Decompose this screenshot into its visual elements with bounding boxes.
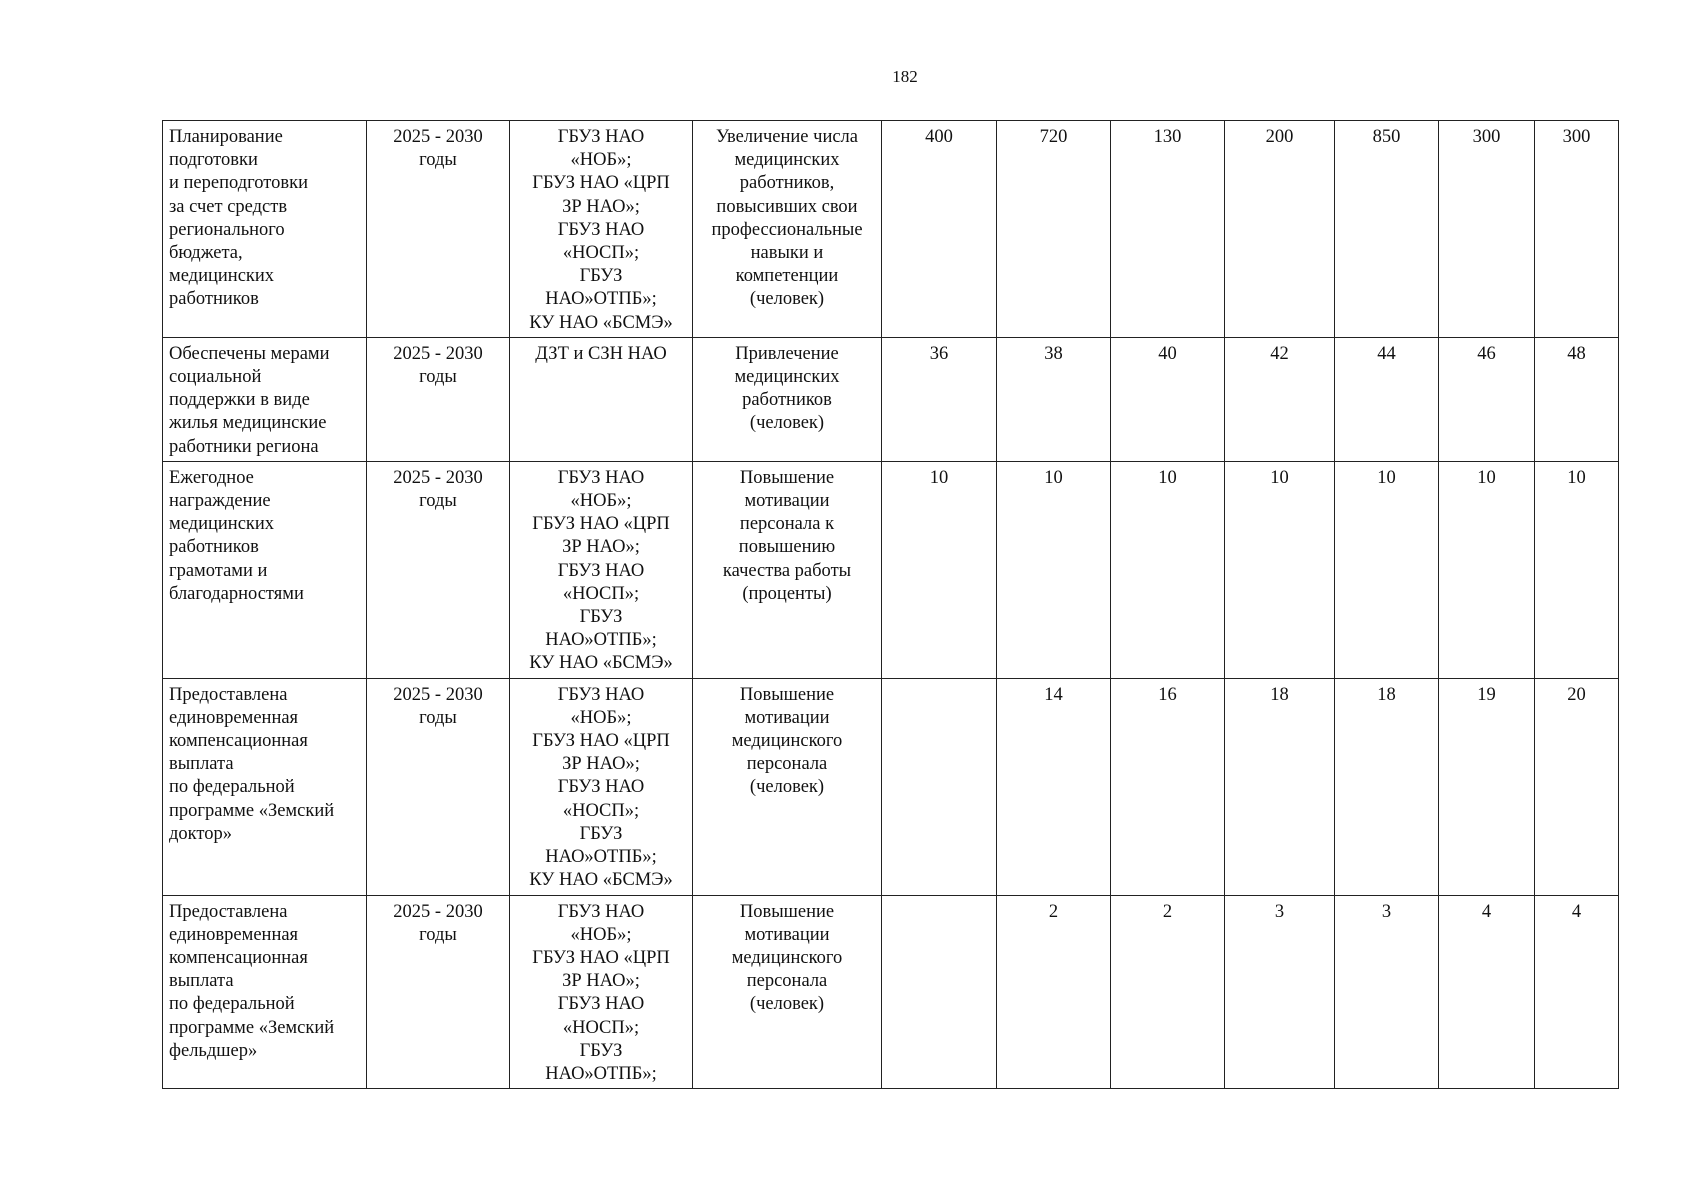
event-cell-line: работники региона	[169, 436, 319, 457]
result-cell-line: (человек)	[749, 994, 825, 1015]
value-2024-cell: 10	[882, 461, 997, 678]
period-cell-line: годы	[419, 707, 457, 728]
result-cell	[693, 895, 882, 1089]
result-cell-line: работников	[742, 390, 832, 411]
result-cell	[693, 337, 882, 461]
value-2029-cell: 4	[1439, 895, 1535, 1089]
event-cell-line: медицинских	[169, 514, 275, 535]
event-cell-line: грамотами и	[169, 560, 268, 581]
result-cell-line: (проценты)	[742, 583, 832, 604]
executor-cell-line: «НОСП»;	[562, 1017, 640, 1038]
event-cell-line: за счет средств	[169, 196, 288, 217]
event-cell-line: компенсационная	[169, 731, 308, 752]
event-cell-line: Ежегодное	[169, 467, 254, 488]
period-cell	[367, 895, 510, 1089]
executor-cell-line: НАО»ОТПБ»;	[545, 289, 657, 310]
result-cell	[693, 461, 882, 678]
period-cell	[367, 678, 510, 895]
page-number: 182	[892, 67, 918, 86]
result-cell-line: повышению	[738, 537, 836, 558]
value-2030-cell: 20	[1535, 678, 1619, 895]
event-cell-line: выплата	[169, 971, 234, 992]
event-cell-line: единовременная	[169, 707, 299, 728]
event-cell-line: выплата	[169, 754, 234, 775]
value-2024-cell: 36	[882, 337, 997, 461]
executor-cell-line: ГБУЗ НАО «ЦРП	[532, 731, 670, 752]
executor-cell	[510, 461, 693, 678]
period-cell-line: 2025 - 2030	[393, 467, 483, 488]
executor-cell-line: ГБУЗ	[579, 607, 623, 628]
result-cell-line: (человек)	[749, 413, 825, 434]
value-2025-cell: 2	[997, 895, 1111, 1089]
result-cell-line: мотивации	[744, 491, 830, 512]
event-cell-line: награждение	[169, 491, 271, 512]
event-cell-line: доктор»	[169, 823, 232, 844]
event-cell-line: фельдшер»	[169, 1040, 258, 1061]
result-cell-line: медицинских	[734, 367, 840, 388]
event-cell-line: Предоставлена	[169, 684, 288, 705]
executor-cell-line: КУ НАО «БСМЭ»	[529, 870, 673, 891]
value-2027-cell: 10	[1225, 461, 1335, 678]
result-cell-line: медицинского	[731, 948, 843, 969]
event-cell-line: подготовки	[169, 150, 258, 171]
event-cell-line: Обеспечены мерами	[169, 343, 330, 364]
event-cell-line: медицинских	[169, 266, 275, 287]
value-2025-cell: 10	[997, 461, 1111, 678]
result-cell-line: Повышение	[739, 901, 835, 922]
event-cell-line: поддержки в виде	[169, 390, 310, 411]
period-cell-line: 2025 - 2030	[393, 343, 483, 364]
period-cell	[367, 461, 510, 678]
executor-cell-line: ГБУЗ	[579, 266, 623, 287]
value-2030-cell: 10	[1535, 461, 1619, 678]
event-cell	[163, 337, 367, 461]
table-row	[163, 895, 1619, 1089]
result-cell-line: Привлечение	[735, 343, 839, 364]
result-cell-line: персонала к	[739, 514, 835, 535]
event-cell-line: социальной	[169, 367, 262, 388]
value-2024-cell	[882, 678, 997, 895]
value-2028-cell: 850	[1335, 121, 1439, 338]
table-row	[163, 678, 1619, 895]
table-row	[163, 461, 1619, 678]
table-row	[163, 337, 1619, 461]
result-cell-line: работников,	[739, 173, 835, 194]
value-2026-cell: 10	[1111, 461, 1225, 678]
value-2029-cell: 300	[1439, 121, 1535, 338]
result-cell-line: Повышение	[739, 467, 835, 488]
value-2026-cell: 16	[1111, 678, 1225, 895]
value-2027-cell: 42	[1225, 337, 1335, 461]
executor-cell-line: ДЗТ и СЗН НАО	[535, 343, 667, 364]
value-2028-cell: 18	[1335, 678, 1439, 895]
executor-cell	[510, 121, 693, 338]
event-cell-line: Предоставлена	[169, 901, 288, 922]
plan-table	[162, 120, 1619, 1089]
executor-cell-line: ГБУЗ НАО	[557, 777, 645, 798]
executor-cell-line: «НОСП»;	[562, 583, 640, 604]
result-cell-line: мотивации	[744, 924, 830, 945]
event-cell	[163, 121, 367, 338]
value-2025-cell: 720	[997, 121, 1111, 338]
executor-cell-line: ГБУЗ НАО «ЦРП	[532, 514, 670, 535]
executor-cell-line: НАО»ОТПБ»;	[545, 630, 657, 651]
period-cell-line: годы	[419, 491, 457, 512]
executor-cell	[510, 678, 693, 895]
executor-cell-line: ГБУЗ НАО	[557, 467, 645, 488]
period-cell-line: 2025 - 2030	[393, 901, 483, 922]
value-2024-cell	[882, 895, 997, 1089]
event-cell-line: компенсационная	[169, 948, 308, 969]
executor-cell-line: ГБУЗ	[579, 1040, 623, 1061]
event-cell-line: работников	[169, 537, 259, 558]
value-2026-cell: 40	[1111, 337, 1225, 461]
result-cell-line: мотивации	[744, 707, 830, 728]
value-2029-cell: 19	[1439, 678, 1535, 895]
table-body	[163, 121, 1619, 1089]
event-cell-line: и переподготовки	[169, 173, 308, 194]
executor-cell-line: ГБУЗ НАО	[557, 901, 645, 922]
executor-cell-line: «НОБ»;	[570, 150, 632, 171]
period-cell-line: годы	[419, 924, 457, 945]
executor-cell-line: ГБУЗ НАО «ЦРП	[532, 173, 670, 194]
event-cell-line: Планирование	[169, 127, 283, 147]
value-2026-cell: 130	[1111, 121, 1225, 338]
result-cell-line: (человек)	[749, 289, 825, 310]
value-2029-cell: 46	[1439, 337, 1535, 461]
event-cell	[163, 461, 367, 678]
executor-cell	[510, 337, 693, 461]
result-cell-line: Увеличение числа	[716, 127, 858, 147]
result-cell	[693, 121, 882, 338]
value-2030-cell: 48	[1535, 337, 1619, 461]
value-2025-cell: 38	[997, 337, 1111, 461]
result-cell-line: (человек)	[749, 777, 825, 798]
result-cell-line: профессиональные	[711, 219, 863, 240]
executor-cell-line: ГБУЗ НАО	[557, 127, 645, 147]
result-cell-line: персонала	[746, 754, 828, 775]
executor-cell-line: ГБУЗ НАО	[557, 560, 645, 581]
executor-cell	[510, 895, 693, 1089]
event-cell-line: работников	[169, 289, 259, 310]
result-cell-line: повысивших свои	[716, 196, 858, 217]
event-cell-line: программе «Земский	[169, 800, 335, 821]
value-2027-cell: 200	[1225, 121, 1335, 338]
executor-cell-line: ГБУЗ НАО	[557, 684, 645, 705]
value-2026-cell: 2	[1111, 895, 1225, 1089]
executor-cell-line: «НОСП»;	[562, 243, 640, 264]
result-cell-line: медицинского	[731, 731, 843, 752]
value-2025-cell: 14	[997, 678, 1111, 895]
result-cell-line: Повышение	[739, 684, 835, 705]
period-cell-line: годы	[419, 367, 457, 388]
value-2024-cell: 400	[882, 121, 997, 338]
value-2030-cell: 300	[1535, 121, 1619, 338]
value-2028-cell: 44	[1335, 337, 1439, 461]
period-cell	[367, 337, 510, 461]
executor-cell-line: «НОБ»;	[570, 707, 632, 728]
executor-cell-line: «НОБ»;	[570, 924, 632, 945]
event-cell-line: по федеральной	[169, 994, 295, 1015]
result-cell-line: компетенции	[735, 266, 839, 287]
value-2028-cell: 10	[1335, 461, 1439, 678]
executor-cell-line: КУ НАО «БСМЭ»	[529, 653, 673, 674]
executor-cell-line: ГБУЗ НАО	[557, 994, 645, 1015]
event-cell-line: программе «Земский	[169, 1017, 335, 1038]
value-2030-cell: 4	[1535, 895, 1619, 1089]
table-row	[163, 121, 1619, 338]
result-cell-line: навыки и	[750, 243, 824, 264]
executor-cell-line: ГБУЗ	[579, 823, 623, 844]
executor-cell-line: НАО»ОТПБ»;	[545, 847, 657, 868]
event-cell-line: жилья медицинские	[169, 413, 327, 434]
executor-cell-line: КУ НАО «БСМЭ»	[529, 312, 673, 333]
event-cell-line: бюджета,	[169, 243, 243, 264]
value-2028-cell: 3	[1335, 895, 1439, 1089]
executor-cell-line: ЗР НАО»;	[562, 196, 640, 217]
executor-cell-line: «НОСП»;	[562, 800, 640, 821]
result-cell-line: качества работы	[722, 560, 852, 581]
value-2027-cell: 18	[1225, 678, 1335, 895]
executor-cell-line: ЗР НАО»;	[562, 971, 640, 992]
event-cell-line: регионального	[169, 219, 285, 240]
executor-cell-line: ЗР НАО»;	[562, 754, 640, 775]
value-2029-cell: 10	[1439, 461, 1535, 678]
event-cell-line: единовременная	[169, 924, 299, 945]
period-cell	[367, 121, 510, 338]
period-cell-line: 2025 - 2030	[393, 684, 483, 705]
executor-cell-line: НАО»ОТПБ»;	[545, 1064, 657, 1085]
result-cell-line: персонала	[746, 971, 828, 992]
period-cell-line: годы	[419, 150, 457, 171]
event-cell	[163, 895, 367, 1089]
event-cell-line: благодарностями	[169, 583, 304, 604]
executor-cell-line: «НОБ»;	[570, 491, 632, 512]
result-cell	[693, 678, 882, 895]
event-cell-line: по федеральной	[169, 777, 295, 798]
result-cell-line: медицинских	[734, 150, 840, 171]
period-cell-line: 2025 - 2030	[393, 127, 483, 147]
event-cell	[163, 678, 367, 895]
value-2027-cell: 3	[1225, 895, 1335, 1089]
executor-cell-line: ГБУЗ НАО «ЦРП	[532, 948, 670, 969]
executor-cell-line: ЗР НАО»;	[562, 537, 640, 558]
executor-cell-line: ГБУЗ НАО	[557, 219, 645, 240]
